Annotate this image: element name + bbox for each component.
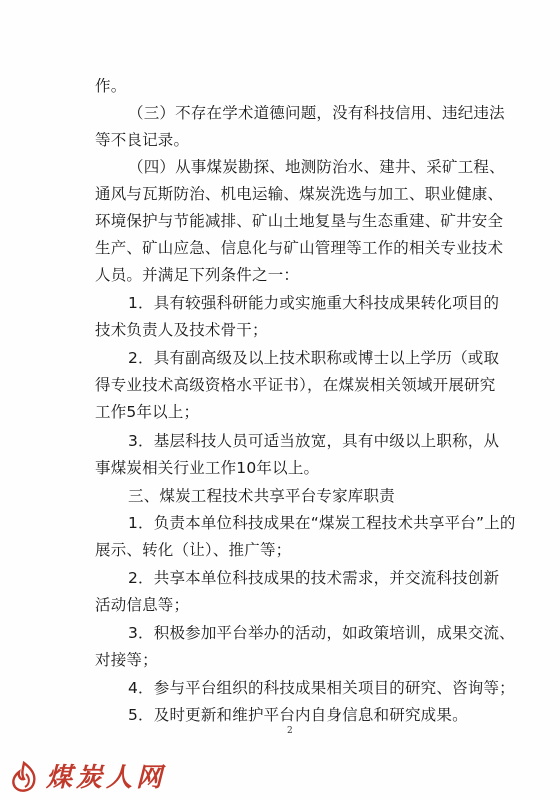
text-line: 技术负责人及技术骨干； (95, 321, 268, 339)
page-number: 2 (287, 726, 293, 736)
text-line: 3．基层科技人员可适当放宽，具有中级以上职称，从 (128, 432, 500, 450)
text-line: 4．参与平台组织的科技成果相关项目的研究、咨询等； (128, 679, 515, 697)
text-line: 人员。并满足下列条件之一： (95, 266, 300, 284)
text-line: 1．具有较强科研能力或实施重大科技成果转化项目的 (128, 294, 500, 312)
section-heading: 三、煤炭工程技术共享平台专家库职责 (128, 487, 395, 505)
text-line: 2．共享本单位科技成果的技术需求，并交流科技创新 (128, 569, 500, 587)
text-line: 2．具有副高级及以上技术职称或博士以上学历（或取 (128, 349, 500, 367)
text-line: （四）从事煤炭勘探、地测防治水、建井、采矿工程、 (128, 158, 505, 176)
text-line: 环境保护与节能减排、矿山土地复垦与生态重建、矿井安全 (95, 212, 504, 230)
text-line: 活动信息等； (95, 596, 190, 614)
text-line: 1．负责本单位科技成果在“煤炭工程技术共享平台”上的 (128, 514, 516, 532)
text-line: 生产、矿山应急、信息化与矿山管理等工作的相关专业技术 (95, 239, 504, 257)
watermark (6, 760, 206, 796)
text-line: 等不良记录。 (95, 131, 190, 149)
text-line: 5．及时更新和维护平台内自身信息和研究成果。 (128, 706, 468, 724)
text-line: 对接等； (95, 651, 158, 669)
text-line: 通风与瓦斯防治、机电运输、煤炭洗选与加工、职业健康、 (95, 185, 504, 203)
text-line: 展示、转化（让）、推广等； (95, 541, 292, 559)
text-line: （三）不存在学术道德问题，没有科技信用、违纪违法 (128, 104, 505, 122)
text-line: 得专业技术高级资格水平证书），在煤炭相关领域开展研究 (95, 376, 496, 394)
text-line: 工作5年以上； (95, 403, 200, 421)
coal-flame-logo-icon (6, 760, 42, 796)
text-line: 作。 (95, 77, 127, 95)
watermark-text: 煤炭人网 (46, 763, 167, 793)
text-line: 3．积极参加平台举办的活动，如政策培训，成果交流、 (128, 624, 515, 642)
text-line: 事煤炭相关行业工作10年以上。 (95, 459, 320, 477)
